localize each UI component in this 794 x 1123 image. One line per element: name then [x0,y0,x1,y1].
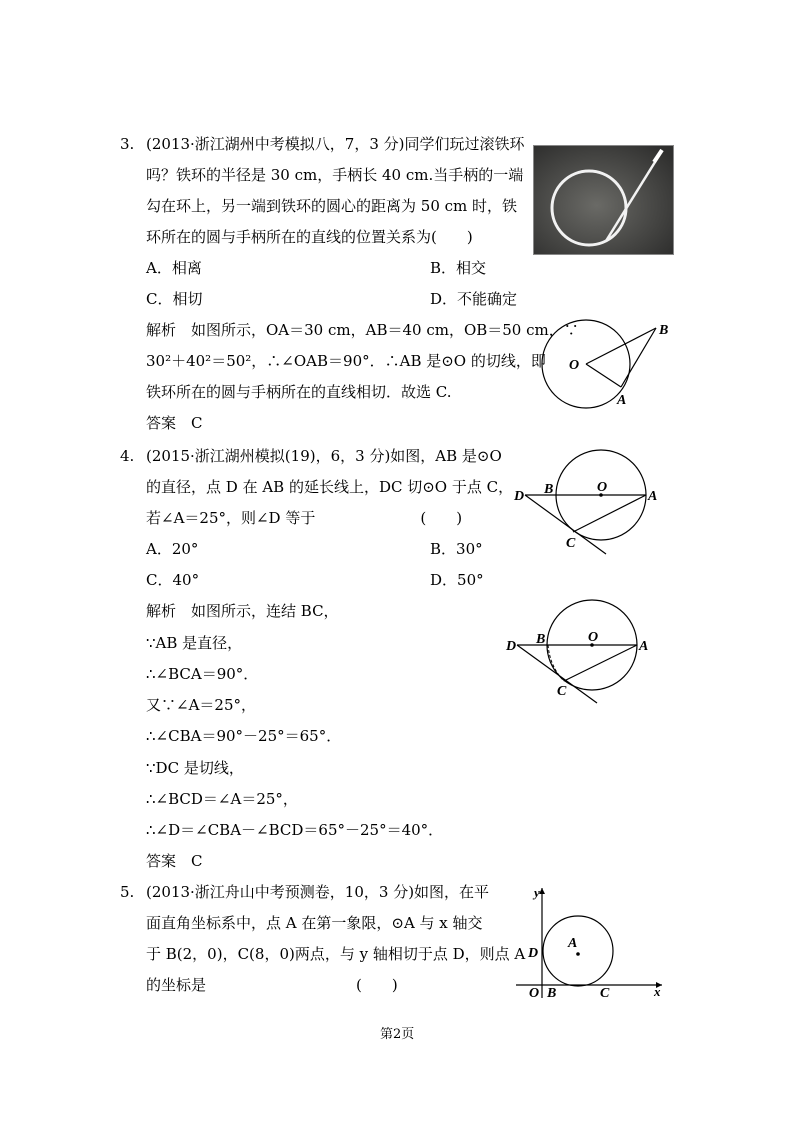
q3-line-1: (2013·浙江湖州中考模拟八，7，3 分)同学们玩过滚铁环 [146,135,525,153]
q4-label-o: O [597,480,608,495]
q4-analysis-1: 解析 如图所示，连结 BC， [146,602,339,620]
q3-analysis-figure [540,318,675,418]
q3-line-4: 环所在的圆与手柄所在的直线的位置关系为( ) [146,228,473,246]
q3-label-b: B [659,323,669,338]
q4b-label-c: C [557,684,567,699]
q4-option-a: A．20° [146,540,199,558]
q3-analysis-3: 铁环所在的圆与手柄所在的直线相切．故选 C. [146,383,452,401]
q4-chord-ca [573,495,646,532]
q5-circle-a [543,916,613,986]
q4-analysis-3: ∴∠BCA＝90°． [146,665,259,683]
q4-answer: 答案 C [146,852,203,870]
q3-label-o: O [569,358,580,373]
iron-hoop-illustration [534,146,673,254]
q4-analysis-8: ∴∠D＝∠CBA－∠BCD＝65°－25°＝40°． [146,821,444,839]
q5-line-1: (2013·浙江舟山中考预测卷，10，3 分)如图，在平 [146,883,490,901]
q4-option-b: B．30° [430,540,483,558]
q4b-label-a: A [639,639,649,654]
q3-analysis-2: 30²＋40²＝50²，∴∠OAB＝90°．∴AB 是⊙O 的切线，即 [146,352,546,370]
q4b-chord-ca [564,645,637,681]
q4-line-1: (2015·浙江湖州模拟(19)，6，3 分)如图，AB 是⊙O [146,447,502,465]
q4-analysis-4: 又∵∠A＝25°， [146,696,256,714]
q4-number: 4. [120,447,135,465]
q5-label-x: x [654,984,661,999]
q3-option-d: D．不能确定 [430,290,518,308]
q3-segment-oa [586,364,621,387]
q4-analysis-figure [504,597,654,709]
q5-line-2: 面直角坐标系中，点 A 在第一象限，⊙A 与 x 轴交 [146,914,483,932]
q4-option-c: C．40° [146,571,200,589]
q3-option-b: B．相交 [430,259,487,277]
q5-coordinate-figure [512,880,667,1000]
q4-analysis-2: ∵AB 是直径， [146,634,243,652]
q4-label-a: A [648,489,658,504]
q5-label-y: y [534,885,540,900]
q5-line-4: 的坐标是 ( ) [146,976,398,994]
q5-label-c: C [600,986,610,1000]
q5-label-o: O [529,986,540,1000]
q4-label-d: D [514,489,525,504]
q4b-label-o: O [588,630,599,645]
q4b-label-b: B [536,632,546,647]
q3-option-c: C．相切 [146,290,203,308]
q4-question-figure [512,446,662,558]
q4-line-2: 的直径，点 D 在 AB 的延长线上，DC 切⊙O 于点 C， [146,478,514,496]
q4b-label-d: D [506,639,517,654]
q4-line-3: 若∠A＝25°，则∠D 等于 ( ) [146,509,463,527]
q5-line-3: 于 B(2，0)，C(8，0)两点，与 y 轴相切于点 D，则点 A [146,945,526,963]
iron-hoop-photo [533,145,674,255]
q3-number: 3. [120,135,135,153]
q4-analysis-7: ∴∠BCD＝∠A＝25°， [146,790,298,808]
q5-label-b: B [547,986,557,1000]
q3-line-3: 勾在环上，另一端到铁环的圆心的距离为 50 cm 时，铁 [146,197,518,215]
q5-label-d: D [528,946,539,961]
q3-line-2: 吗？铁环的半径是 30 cm，手柄长 40 cm.当手柄的一端 [146,166,524,184]
q4-option-d: D．50° [430,571,484,589]
page-number: 第2页 [380,1027,415,1042]
q5-center-a [576,952,580,956]
q4-analysis-6: ∵DC 是切线， [146,759,244,777]
q3-analysis-1: 解析 如图所示，OA＝30 cm，AB＝40 cm，OB＝50 cm，∵ [146,321,579,339]
q4-analysis-5: ∴∠CBA＝90°－25°＝65°． [146,727,342,745]
q3-label-a: A [617,393,627,408]
q5-label-a: A [568,936,578,951]
q5-number: 5. [120,883,135,901]
q3-answer: 答案 C [146,414,203,432]
q4-label-b: B [544,482,554,497]
q3-option-a: A．相离 [146,259,202,277]
q4-label-c: C [566,536,576,551]
